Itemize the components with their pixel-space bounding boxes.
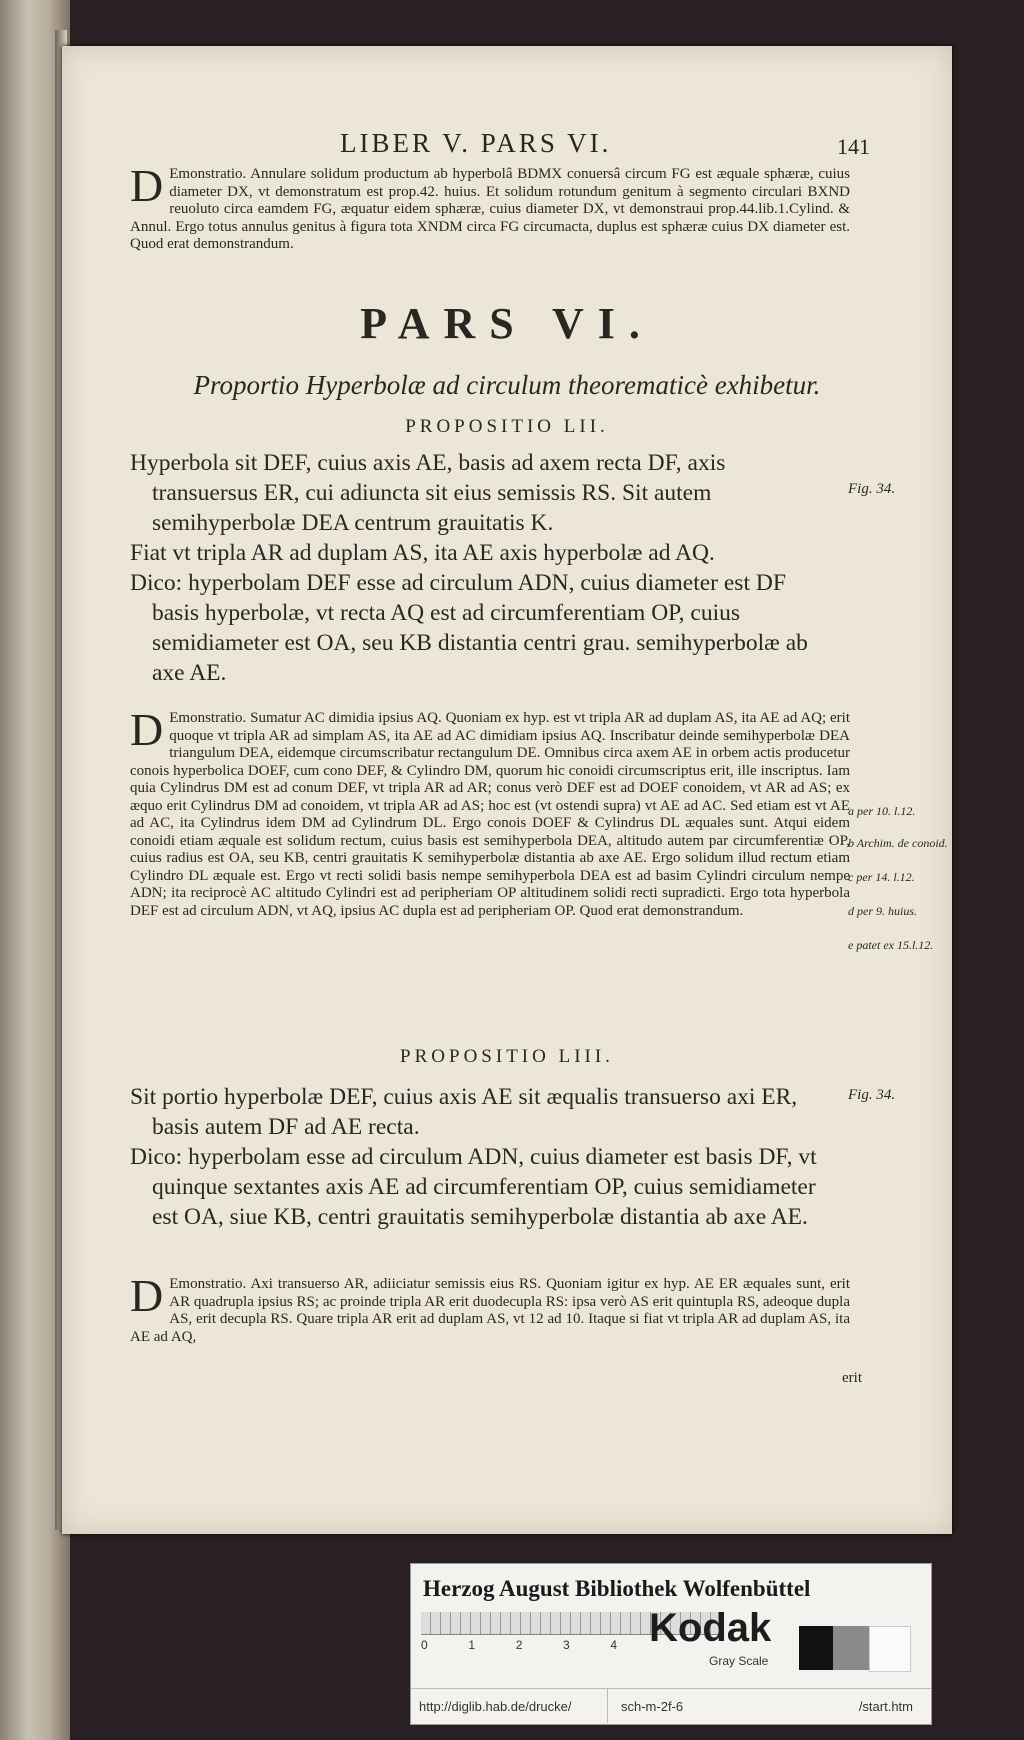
scale-number: 1 bbox=[468, 1638, 476, 1652]
demonstration-53-text: Emonstratio. Axi transuerso AR, adiiciatur semissis eius RS. Quoniam igitur ex hyp. AE ER æquales sunt, erit AR quadrupla ipsius RS; ac proinde tripla AR erit duodecupla RS: ipsa verò AS erit quintupla RS, adeoque dupla AS, erit decupla RS. Quare tripla AR erit ad duplam AS, vt 12 ad 10. Itaque si fiat vt tripla AR ad duplam AS, ita AE ad AQ, bbox=[130, 1276, 850, 1345]
catchword: erit bbox=[842, 1370, 862, 1386]
scale-number: 4 bbox=[610, 1638, 618, 1652]
running-head bbox=[62, 128, 952, 164]
fig-note-52: Fig. 34. bbox=[848, 481, 896, 497]
fig-note-53: Fig. 34. bbox=[848, 1087, 896, 1103]
prop53-line-2: Dico: hyperbolam esse ad circulum ADN, cuius diameter est basis DF, vt quinque sextantes axis AE ad circumferentiam OP, cuius semidiameter est OA, siue KB, centri grauitatis semihyperbolæ distantia ab axe AE. bbox=[130, 1144, 817, 1230]
divider bbox=[607, 1689, 608, 1723]
prop53-line-1: Sit portio hyperbolæ DEF, cuius axis AE sit æqualis transuerso axi ER, basis autem DF ad AE recta. bbox=[130, 1084, 798, 1140]
running-head-title: LIBER V. PARS VI. bbox=[340, 128, 612, 158]
section-subtitle: Proportio Hyperbolæ ad circulum theorematicè exhibetur. bbox=[193, 370, 821, 400]
section-heading: PARS VI. bbox=[360, 299, 654, 348]
margin-note-b: b Archim. de conoid. bbox=[848, 836, 948, 850]
intro-demonstration bbox=[130, 160, 850, 254]
demonstration-52-text: Emonstratio. Sumatur AC dimidia ipsius AQ. Quoniam ex hyp. est vt tripla AR ad duplam AS, ita AE ad AQ; erit quoque vt tripla AR ad simplam AS, ita AE ad AC dimidiam ipsius AQ. Inscribatur deinde semihyperbolæ DEA triangulum DEA, eidemque circumscribatur rectangulum DE. Omnibus circa axem AE in orbem actis producetur conois hyperbolica DOEF, cum cono DEF, & Cylindro DM, quorum hic conoidi circumscriptus erit, ille inscriptus. Iam quia Cylindrus DM est ad conum DEF, vt tripla AR ad AR; conus verò DEF est ad DOEF conoidem, vt AR ad AS; ex æquo erit Cylindrus DM ad conoidem, vt tripla AR ad AS; hoc est (vt ostendi supra) vt AE ad AC. Sed etiam est vt AE ad AC, ita Cylindrus idem DM ad Cylindrum DL. Ergo conois DOEF & Cylindrus DL æquales sunt. Atqui eidem conoidi etiam æquale est solidum rectum, cuius basis est semihyperbola DEA, altitudo autem par circumferentiæ OP, cuius radius est OA, seu KB, centri grauitatis K semihyperbolæ distantia ab axe AE. Ergo solidum illud rectum etiam Cylindro DL æquale est. Ergo vt recti solidi basis nempe semihyperbola DEA est ad basim Cylindri circulum nempe ADN; ita reciprocè AC altitudo Cylindri est ad peripheriam OP altitudinem solidi recti supradicti. Ergo tota hyperbola DEF est ad circulum ADN, vt AQ, ipsius AC dupla est ad peripheriam OP. Quod erat demonstrandum. bbox=[130, 710, 850, 919]
page-number: 141 bbox=[837, 134, 870, 159]
prop52-line-1: Hyperbola sit DEF, cuius axis AE, basis ad axem recta DF, axis transuersus ER, cui adiuncta sit eius semissis RS. Sit autem semihyperbolæ DEA centrum grauitatis K. bbox=[130, 450, 726, 536]
dropcap: D bbox=[130, 160, 164, 211]
margin-note-e: e patet ex 15.l.12. bbox=[848, 938, 934, 952]
shelfmark: sch-m-2f-6 bbox=[621, 1699, 684, 1714]
scale-numbers bbox=[421, 1638, 661, 1652]
gray-swatch-white bbox=[869, 1626, 911, 1672]
prop52-line-3: Dico: hyperbolam DEF esse ad circulum ADN, cuius diameter est DF basis hyperbolæ, vt recta AQ est ad circumferentiam OP, cuius semidiameter est OA, seu KB distantia centri grau. semihyperbolæ ab axe AE. bbox=[130, 570, 808, 686]
dropcap: D bbox=[130, 704, 164, 755]
kodak-logo: Kodak bbox=[649, 1606, 772, 1650]
library-url: http://diglib.hab.de/drucke/ bbox=[419, 1699, 572, 1714]
proposition-52-statement bbox=[130, 448, 830, 688]
scale-number: 3 bbox=[563, 1638, 570, 1652]
proposition-53-statement bbox=[130, 1082, 830, 1232]
start-link: /start.htm bbox=[858, 1699, 913, 1714]
prop52-line-2: Fiat vt tripla AR ad duplam AS, ita AE axis hyperbolæ ad AQ. bbox=[130, 540, 715, 566]
gray-scale-label: Gray Scale bbox=[709, 1654, 769, 1668]
library-name: Herzog August Bibliothek Wolfenbüttel bbox=[423, 1576, 811, 1601]
proposition-53-title: PROPOSITIO LIII. bbox=[400, 1046, 614, 1067]
dropcap: D bbox=[130, 1270, 164, 1321]
demonstration-52 bbox=[130, 704, 850, 920]
scale-number: 2 bbox=[515, 1638, 523, 1652]
gray-swatch-black bbox=[799, 1626, 833, 1670]
proposition-52-title: PROPOSITIO LII. bbox=[405, 416, 609, 437]
margin-note-d: d per 9. huius. bbox=[848, 904, 917, 918]
demonstration-53 bbox=[130, 1270, 850, 1346]
url-row bbox=[411, 1688, 931, 1723]
book-page bbox=[62, 46, 952, 1534]
intro-demonstration-text: Emonstratio. Annulare solidum productum ab hyperbolâ BDMX conuersâ circum FG est æquale sphæræ, cuius diameter DX, vt demonstratum est prop.42. huius. Et solidum rotundum genitum à segmento circulari BXND reuoluto circa eamdem FG, æquatur eidem sphæræ, cuius diameter DX, vt demonstraui prop.44.lib.1.Cylind. & Annul. Ergo totus annulus genitus à figura tota XNDM circa FG circumacta, duplus est sphæræ cuius DX diameter est. Quod erat demonstrandum. bbox=[130, 166, 850, 252]
gray-swatch-mid bbox=[833, 1626, 869, 1670]
library-color-strip bbox=[410, 1563, 932, 1725]
margin-note-c: c per 14. l.12. bbox=[848, 870, 915, 884]
margin-note-a: a per 10. l.12. bbox=[848, 804, 916, 818]
scale-number: 0 bbox=[421, 1638, 428, 1652]
